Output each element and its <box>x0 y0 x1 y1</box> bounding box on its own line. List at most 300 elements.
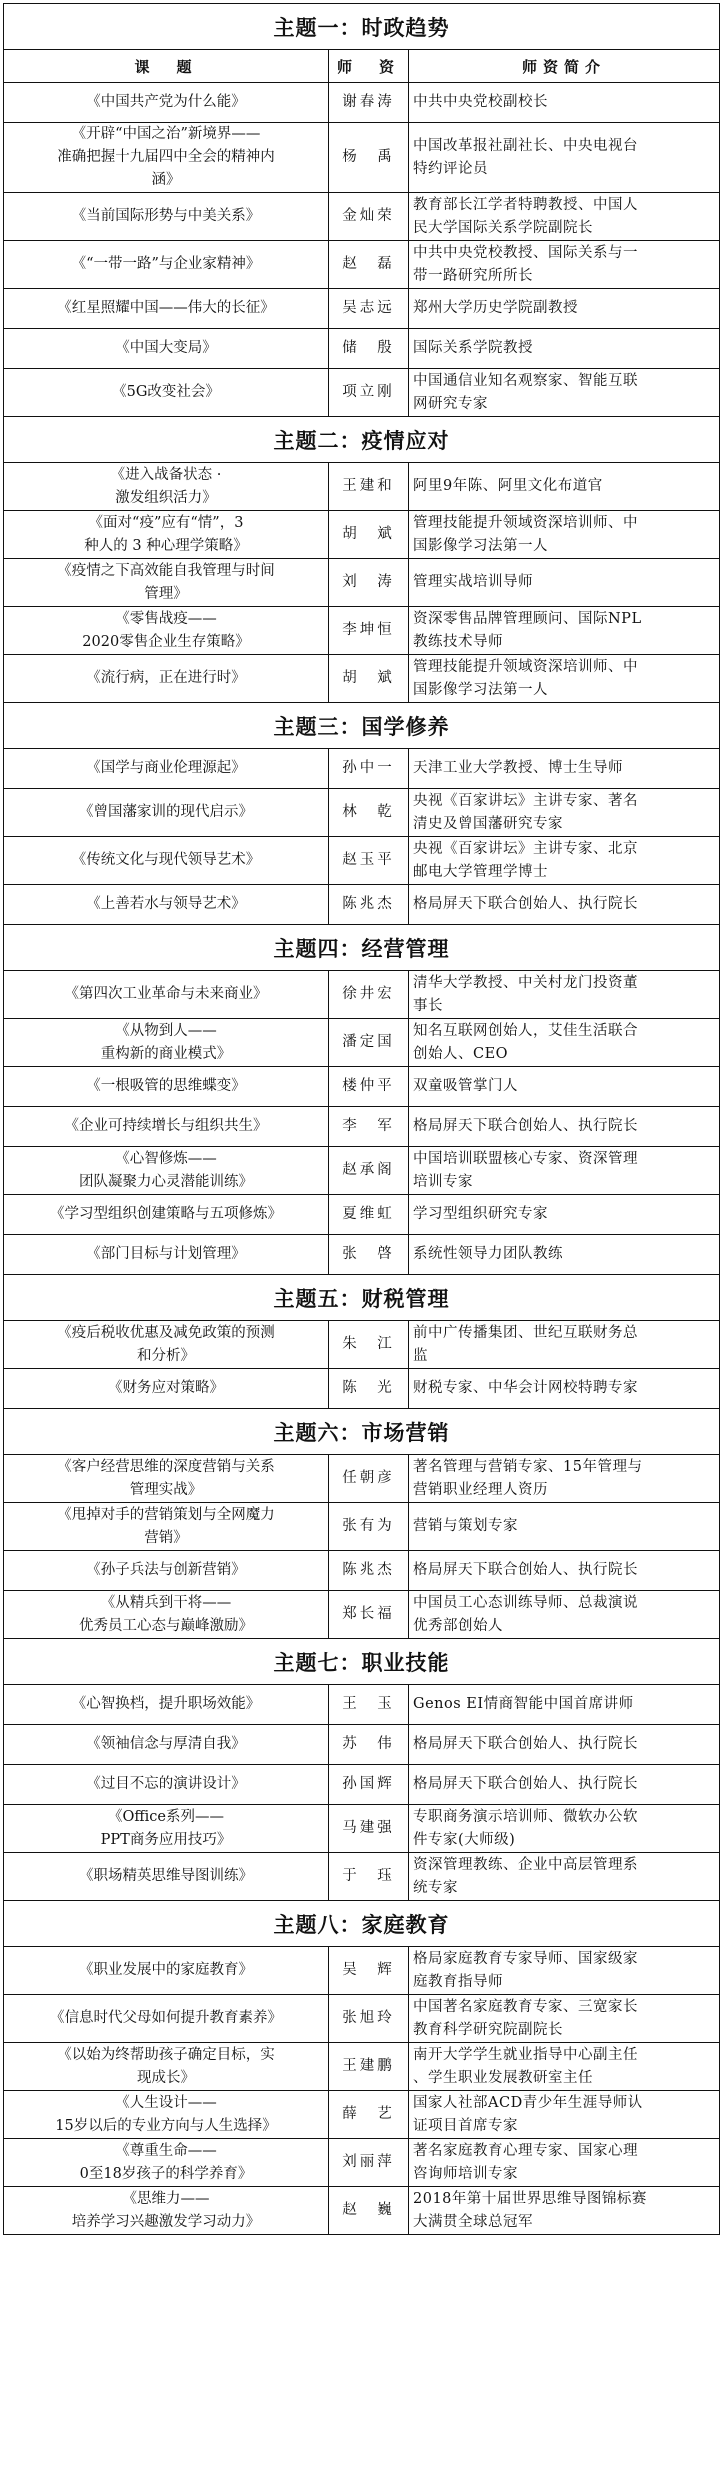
course-title <box>4 2091 329 2139</box>
teacher-intro-line: 民大学国际关系学院副院长 <box>413 219 593 236</box>
teacher-name: 朱 江 <box>329 1321 409 1369</box>
table-row <box>4 2139 720 2187</box>
teacher-intro-line: 网研究专家 <box>413 395 488 412</box>
course-title-line: 《心智修炼—— <box>115 1150 217 1167</box>
teacher-name: 潘定国 <box>329 1019 409 1067</box>
teacher-intro-line: 南开大学学生就业指导中心副主任 <box>413 2046 638 2063</box>
course-title <box>4 511 329 559</box>
course-title-line: 《人生设计—— <box>115 2094 217 2111</box>
teacher-intro <box>409 463 720 511</box>
teacher-intro-line: 证项目首席专家 <box>413 2117 518 2134</box>
theme-title: 主题一：时政趋势 <box>4 4 720 50</box>
course-title-line: 《开辟“中国之治”新境界—— <box>71 126 261 142</box>
teacher-intro-line: 郑州大学历史学院副教授 <box>413 300 578 316</box>
teacher-intro-line: 事长 <box>413 997 443 1014</box>
teacher-intro-line: 格局屏天下联合创始人、执行院长 <box>413 1736 638 1752</box>
course-title-line: 《从精兵到干将—— <box>100 1594 232 1611</box>
course-title <box>4 1503 329 1551</box>
course-title <box>4 1019 329 1067</box>
teacher-intro <box>409 971 720 1019</box>
table-row <box>4 837 720 885</box>
teacher-name: 李坤恒 <box>329 607 409 655</box>
course-title-line: 《以始为终帮助孩子确定目标，实 <box>57 2046 275 2063</box>
table-row <box>4 369 720 417</box>
table-row <box>4 1805 720 1853</box>
course-title-line: 现成长》 <box>137 2069 195 2086</box>
table-row <box>4 241 720 289</box>
table-row <box>4 1107 720 1147</box>
teacher-intro <box>409 1455 720 1503</box>
theme-title: 主题五：财税管理 <box>4 1275 720 1321</box>
table-row <box>4 83 720 123</box>
table-row <box>4 1235 720 1275</box>
table-row <box>4 1503 720 1551</box>
course-title <box>4 1107 329 1147</box>
course-title <box>4 749 329 789</box>
course-title <box>4 289 329 329</box>
teacher-intro <box>409 2187 720 2235</box>
course-title-line: 0至18岁孩子的科学养育》 <box>79 2165 253 2182</box>
course-title-line: 《心智换档，提升职场效能》 <box>71 1696 261 1712</box>
teacher-intro-line: 管理技能提升领域资深培训师、中 <box>413 514 638 531</box>
teacher-intro-line: 格局屏天下联合创始人、执行院长 <box>413 896 638 912</box>
course-title-line: 营销》 <box>144 1529 188 1546</box>
teacher-name: 郑长福 <box>329 1591 409 1639</box>
course-title <box>4 1195 329 1235</box>
teacher-intro-line: 带一路研究所所长 <box>413 267 533 284</box>
course-title-line: 《职业发展中的家庭教育》 <box>79 1962 253 1978</box>
teacher-intro <box>409 1551 720 1591</box>
teacher-name: 任朝彦 <box>329 1455 409 1503</box>
teacher-name: 薛 艺 <box>329 2091 409 2139</box>
teacher-name: 金灿荣 <box>329 193 409 241</box>
teacher-intro-line: 国影像学习法第一人 <box>413 537 548 554</box>
table-row <box>4 1369 720 1409</box>
teacher-intro <box>409 559 720 607</box>
course-title-line: 《领袖信念与厚清自我》 <box>86 1736 246 1752</box>
teacher-name: 胡 斌 <box>329 655 409 703</box>
course-title-line: 《流行病，正在进行时》 <box>86 670 246 686</box>
course-title <box>4 837 329 885</box>
course-title-line: 团队凝聚力心灵潜能训练》 <box>79 1173 253 1190</box>
course-title-line: 《曾国藩家训的现代启示》 <box>79 804 253 820</box>
course-title-line: 《国学与商业伦理源起》 <box>86 760 246 776</box>
teacher-intro-line: 特约评论员 <box>413 160 488 177</box>
teacher-name: 张 啓 <box>329 1235 409 1275</box>
course-title-line: 《过目不忘的演讲设计》 <box>86 1776 246 1792</box>
table-row <box>4 1685 720 1725</box>
teacher-intro-line: 中共中央党校副校长 <box>413 94 548 110</box>
theme-row <box>4 1639 720 1685</box>
column-header-teacher: 师 资 <box>329 50 409 83</box>
course-title <box>4 971 329 1019</box>
teacher-intro <box>409 1321 720 1369</box>
course-title <box>4 193 329 241</box>
teacher-intro <box>409 655 720 703</box>
course-title-line: 《财务应对策略》 <box>108 1380 224 1396</box>
teacher-intro-line: 著名管理与营销专家、15年管理与 <box>413 1458 643 1475</box>
teacher-intro <box>409 1235 720 1275</box>
table-row <box>4 1019 720 1067</box>
teacher-intro-line: 管理实战培训导师 <box>413 574 533 590</box>
course-title <box>4 655 329 703</box>
teacher-name: 吴 辉 <box>329 1947 409 1995</box>
teacher-name: 刘 涛 <box>329 559 409 607</box>
course-title-line: 涵》 <box>151 172 181 188</box>
theme-row <box>4 1275 720 1321</box>
teacher-intro <box>409 1805 720 1853</box>
teacher-intro <box>409 193 720 241</box>
table-row <box>4 1947 720 1995</box>
table-row <box>4 1765 720 1805</box>
teacher-intro-line: 双童吸管掌门人 <box>413 1078 518 1094</box>
table-row <box>4 193 720 241</box>
teacher-intro-line: 资深零售品牌管理顾问、国际NPL <box>413 610 642 627</box>
teacher-intro <box>409 241 720 289</box>
teacher-intro <box>409 1067 720 1107</box>
teacher-intro-line: 2018年第十届世界思维导图锦标赛 <box>413 2190 647 2207</box>
table-row <box>4 885 720 925</box>
course-title <box>4 1591 329 1639</box>
teacher-name: 杨 禹 <box>329 123 409 193</box>
teacher-name: 王建鹏 <box>329 2043 409 2091</box>
teacher-intro-line: 咨询师培训专家 <box>413 2165 518 2182</box>
course-title <box>4 1995 329 2043</box>
table-row <box>4 607 720 655</box>
course-title-line: 《思维力—— <box>122 2190 210 2207</box>
teacher-intro <box>409 885 720 925</box>
theme-title: 主题四：经营管理 <box>4 925 720 971</box>
course-title <box>4 1725 329 1765</box>
teacher-intro <box>409 329 720 369</box>
teacher-name: 于 珏 <box>329 1853 409 1901</box>
teacher-name: 苏 伟 <box>329 1725 409 1765</box>
teacher-intro <box>409 1591 720 1639</box>
theme-title: 主题六：市场营销 <box>4 1409 720 1455</box>
course-title-line: 《上善若水与领导艺术》 <box>86 896 246 912</box>
curriculum-table <box>3 3 720 2235</box>
teacher-intro-line: 教练技术导师 <box>413 633 503 650</box>
course-title-line: 《疫情之下高效能自我管理与时间 <box>57 562 275 579</box>
course-title <box>4 1765 329 1805</box>
teacher-intro-line: 中国改革报社副社长、中央电视台 <box>413 137 638 154</box>
course-title-line: 15岁以后的专业方向与人生选择》 <box>55 2117 277 2134</box>
theme-row <box>4 703 720 749</box>
course-title <box>4 1805 329 1853</box>
teacher-name: 赵 磊 <box>329 241 409 289</box>
teacher-intro <box>409 1765 720 1805</box>
teacher-intro-line: 阿里9年陈、阿里文化布道官 <box>413 478 603 494</box>
table-row <box>4 1725 720 1765</box>
course-title-line: 《一根吸管的思维蝶变》 <box>86 1078 246 1094</box>
course-title-line: 《第四次工业革命与未来商业》 <box>64 986 268 1002</box>
course-title-line: 《信息时代父母如何提升教育素养》 <box>50 2010 282 2026</box>
teacher-intro-line: 培训专家 <box>413 1173 473 1190</box>
course-title <box>4 885 329 925</box>
table-row <box>4 1591 720 1639</box>
teacher-name: 赵玉平 <box>329 837 409 885</box>
course-title <box>4 463 329 511</box>
course-title <box>4 83 329 123</box>
teacher-intro-line: 管理技能提升领域资深培训师、中 <box>413 658 638 675</box>
teacher-intro-line: 中共中央党校教授、国际关系与一 <box>413 244 638 261</box>
course-title <box>4 1455 329 1503</box>
course-title-line: 《当前国际形势与中美关系》 <box>71 208 261 224</box>
course-title-line: 《传统文化与现代领导艺术》 <box>71 852 261 868</box>
table-row <box>4 1067 720 1107</box>
teacher-name: 徐井宏 <box>329 971 409 1019</box>
teacher-intro-line: 国际关系学院教授 <box>413 340 533 356</box>
teacher-intro <box>409 789 720 837</box>
teacher-name: 赵 巍 <box>329 2187 409 2235</box>
table-row <box>4 971 720 1019</box>
teacher-intro <box>409 607 720 655</box>
teacher-name: 楼仲平 <box>329 1067 409 1107</box>
teacher-intro-line: 清华大学教授、中关村龙门投资董 <box>413 974 638 991</box>
teacher-intro <box>409 123 720 193</box>
table-row <box>4 329 720 369</box>
teacher-intro <box>409 1019 720 1067</box>
table-row <box>4 749 720 789</box>
teacher-intro-line: 中国著名家庭教育专家、三宽家长 <box>413 1998 638 2015</box>
teacher-intro-line: 前中广传播集团、世纪互联财务总 <box>413 1324 638 1341</box>
teacher-intro-line: 学习型组织研究专家 <box>413 1206 548 1222</box>
course-title-line: 《“一带一路”与企业家精神》 <box>71 256 261 272</box>
teacher-intro <box>409 1995 720 2043</box>
course-title-line: 《尊重生命—— <box>115 2142 217 2159</box>
column-header-row <box>4 50 720 83</box>
theme-title: 主题三：国学修养 <box>4 703 720 749</box>
teacher-intro-line: 系统性领导力团队教练 <box>413 1246 563 1262</box>
course-title <box>4 369 329 417</box>
table-row <box>4 559 720 607</box>
table-row <box>4 789 720 837</box>
course-title-line: 《中国大变局》 <box>115 340 217 356</box>
teacher-intro <box>409 749 720 789</box>
course-title-line: 《从物到人—— <box>115 1022 217 1039</box>
course-title-line: 《疫后税收优惠及减免政策的预测 <box>57 1324 275 1341</box>
course-title-line: 准确把握十九届四中全会的精神内 <box>57 149 275 165</box>
teacher-intro-line: 优秀部创始人 <box>413 1617 503 1634</box>
teacher-intro-line: 专职商务演示培训师、微软办公软 <box>413 1808 638 1825</box>
teacher-intro-line: Genos EI情商智能中国首席讲师 <box>413 1696 634 1712</box>
teacher-name: 项立刚 <box>329 369 409 417</box>
course-title <box>4 329 329 369</box>
teacher-intro-line: 资深管理教练、企业中高层管理系 <box>413 1856 638 1873</box>
course-title-line: 激发组织活力》 <box>115 489 217 506</box>
theme-title: 主题二：疫情应对 <box>4 417 720 463</box>
teacher-intro-line: 中国培训联盟核心专家、资深管理 <box>413 1150 638 1167</box>
table-row <box>4 1995 720 2043</box>
course-title <box>4 1853 329 1901</box>
table-row <box>4 1455 720 1503</box>
course-title-line: 《孙子兵法与创新营销》 <box>86 1562 246 1578</box>
teacher-intro <box>409 837 720 885</box>
teacher-intro-line: 中国员工心态训练导师、总裁演说 <box>413 1594 638 1611</box>
course-title-line: 《部门目标与计划管理》 <box>86 1246 246 1262</box>
theme-row <box>4 4 720 50</box>
table-row <box>4 2187 720 2235</box>
teacher-intro <box>409 511 720 559</box>
teacher-intro <box>409 289 720 329</box>
course-title <box>4 1235 329 1275</box>
teacher-intro-line: 营销职业经理人资历 <box>413 1481 548 1498</box>
teacher-intro-line: 创始人、CEO <box>413 1045 509 1062</box>
course-title-line: 《进入战备状态 · <box>110 466 222 483</box>
course-title-line: 种人的 3 种心理学策略》 <box>84 537 248 554</box>
table-row <box>4 2043 720 2091</box>
teacher-intro-line: 清史及曾国藩研究专家 <box>413 815 563 832</box>
teacher-name: 陈兆杰 <box>329 1551 409 1591</box>
teacher-intro-line: 知名互联网创始人，艾佳生活联合 <box>413 1022 638 1039</box>
course-title <box>4 1321 329 1369</box>
course-title-line: 《甩掉对手的营销策划与全网魔力 <box>57 1506 275 1523</box>
teacher-intro-line: 大满贯全球总冠军 <box>413 2213 533 2230</box>
course-title <box>4 559 329 607</box>
course-title-line: 《零售战疫—— <box>115 610 217 627</box>
teacher-name: 张有为 <box>329 1503 409 1551</box>
teacher-intro <box>409 369 720 417</box>
teacher-name: 谢春涛 <box>329 83 409 123</box>
course-title <box>4 2139 329 2187</box>
table-row <box>4 123 720 193</box>
course-title <box>4 1369 329 1409</box>
course-title-line: 《红星照耀中国——伟大的长征》 <box>57 300 275 316</box>
teacher-intro-line: 教育科学研究院副院长 <box>413 2021 563 2038</box>
teacher-name: 储 殷 <box>329 329 409 369</box>
teacher-intro-line: 天津工业大学教授、博士生导师 <box>413 760 623 776</box>
teacher-intro-line: 格局家庭教育专家导师、国家级家 <box>413 1950 638 1967</box>
teacher-intro <box>409 1947 720 1995</box>
course-title-line: 《职场精英思维导图训练》 <box>79 1868 253 1884</box>
course-title-line: 《中国共产党为什么能》 <box>86 94 246 110</box>
teacher-name: 孙中一 <box>329 749 409 789</box>
course-title <box>4 123 329 193</box>
teacher-name: 胡 斌 <box>329 511 409 559</box>
table-row <box>4 655 720 703</box>
teacher-name: 陈 光 <box>329 1369 409 1409</box>
course-title-line: 《面对“疫”应有“情”，3 <box>88 514 244 531</box>
table-row <box>4 1853 720 1901</box>
column-header-course: 课 题 <box>4 50 329 83</box>
teacher-name: 孙国辉 <box>329 1765 409 1805</box>
course-title-line: 2020零售企业生存策略》 <box>82 633 250 650</box>
teacher-intro-line: 中国通信业知名观察家、智能互联 <box>413 372 638 389</box>
course-title <box>4 1551 329 1591</box>
teacher-intro-line: 格局屏天下联合创始人、执行院长 <box>413 1776 638 1792</box>
course-title-line: 重构新的商业模式》 <box>100 1045 232 1062</box>
teacher-name: 林 乾 <box>329 789 409 837</box>
teacher-name: 刘丽萍 <box>329 2139 409 2187</box>
teacher-name: 王建和 <box>329 463 409 511</box>
teacher-intro <box>409 1369 720 1409</box>
theme-title: 主题七：职业技能 <box>4 1639 720 1685</box>
course-title-line: 《学习型组织创建策略与五项修炼》 <box>50 1206 282 1222</box>
course-title <box>4 1685 329 1725</box>
course-title-line: 《客户经营思维的深度营销与关系 <box>57 1458 275 1475</box>
table-row <box>4 511 720 559</box>
course-title <box>4 607 329 655</box>
theme-row <box>4 417 720 463</box>
teacher-intro-line: 监 <box>413 1347 428 1364</box>
teacher-name: 李 军 <box>329 1107 409 1147</box>
teacher-intro <box>409 2139 720 2187</box>
course-title <box>4 789 329 837</box>
teacher-intro-line: 格局屏天下联合创始人、执行院长 <box>413 1562 638 1578</box>
table-row <box>4 1321 720 1369</box>
column-header-intro: 师资简介 <box>409 50 720 83</box>
table-row <box>4 1147 720 1195</box>
course-title-line: 和分析》 <box>137 1347 195 1364</box>
table-row <box>4 1551 720 1591</box>
course-title-line: 《Office系列—— <box>107 1808 225 1825</box>
teacher-intro-line: 统专家 <box>413 1879 458 1896</box>
course-title <box>4 2043 329 2091</box>
course-title-line: 《企业可持续增长与组织共生》 <box>64 1118 268 1134</box>
table-row <box>4 463 720 511</box>
teacher-intro-line: 央视《百家讲坛》主讲专家、著名 <box>413 792 638 809</box>
teacher-intro-line: 格局屏天下联合创始人、执行院长 <box>413 1118 638 1134</box>
teacher-intro <box>409 1107 720 1147</box>
teacher-name: 夏维虹 <box>329 1195 409 1235</box>
teacher-intro-line: 国家人社部ACD青少年生涯导师认 <box>413 2094 643 2111</box>
teacher-intro-line: 邮电大学管理学博士 <box>413 863 548 880</box>
teacher-intro-line: 财税专家、中华会计网校特聘专家 <box>413 1380 638 1396</box>
table-row <box>4 2091 720 2139</box>
teacher-intro <box>409 1725 720 1765</box>
teacher-name: 王 玉 <box>329 1685 409 1725</box>
theme-title: 主题八：家庭教育 <box>4 1901 720 1947</box>
teacher-name: 马建强 <box>329 1805 409 1853</box>
table-row <box>4 289 720 329</box>
theme-row <box>4 1409 720 1455</box>
table-row <box>4 1195 720 1235</box>
teacher-name: 张旭玲 <box>329 1995 409 2043</box>
teacher-intro <box>409 2043 720 2091</box>
teacher-intro-line: 庭教育指导师 <box>413 1973 503 1990</box>
teacher-name: 赵承阁 <box>329 1147 409 1195</box>
course-title-line: 培养学习兴趣激发学习动力》 <box>71 2213 261 2230</box>
teacher-name: 陈兆杰 <box>329 885 409 925</box>
course-title-line: 优秀员工心态与巅峰激励》 <box>79 1617 253 1634</box>
course-title-line: 管理实战》 <box>129 1481 203 1498</box>
teacher-intro-line: 著名家庭教育心理专家、国家心理 <box>413 2142 638 2159</box>
teacher-intro-line: 营销与策划专家 <box>413 1518 518 1534</box>
course-title <box>4 1947 329 1995</box>
teacher-intro <box>409 1503 720 1551</box>
teacher-name: 吴志远 <box>329 289 409 329</box>
teacher-intro <box>409 1147 720 1195</box>
course-title <box>4 1067 329 1107</box>
course-title-line: 《5G改变社会》 <box>112 384 220 400</box>
teacher-intro-line: 、学生职业发展教研室主任 <box>413 2069 593 2086</box>
teacher-intro-line: 国影像学习法第一人 <box>413 681 548 698</box>
theme-row <box>4 925 720 971</box>
teacher-intro-line: 教育部长江学者特聘教授、中国人 <box>413 196 638 213</box>
curriculum-table-body <box>4 4 720 2235</box>
course-title <box>4 1147 329 1195</box>
theme-row <box>4 1901 720 1947</box>
course-title <box>4 2187 329 2235</box>
teacher-intro <box>409 1685 720 1725</box>
teacher-intro-line: 央视《百家讲坛》主讲专家、北京 <box>413 840 638 857</box>
teacher-intro-line: 件专家(大师级) <box>413 1831 516 1848</box>
teacher-intro <box>409 1853 720 1901</box>
teacher-intro <box>409 1195 720 1235</box>
course-title-line: 管理》 <box>144 585 188 602</box>
course-title <box>4 241 329 289</box>
course-title-line: PPT商务应用技巧》 <box>100 1831 232 1848</box>
